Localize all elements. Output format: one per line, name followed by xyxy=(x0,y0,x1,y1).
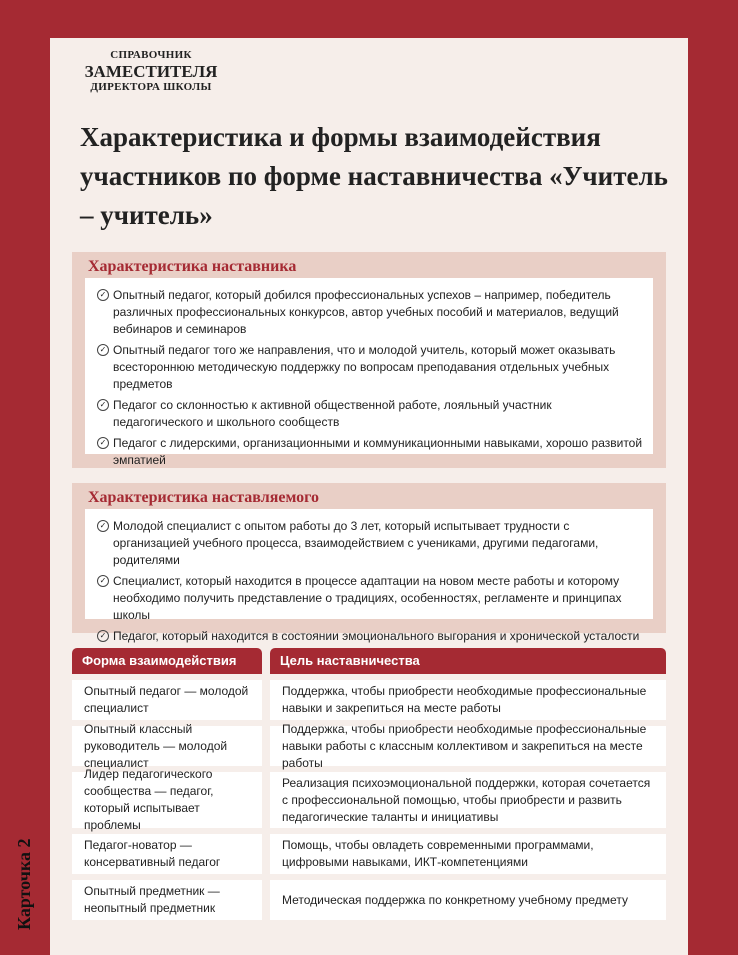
brand-line-2: ЗАМЕСТИТЕЛЯ xyxy=(84,62,218,81)
mentor-list-box xyxy=(85,278,653,467)
check-circle-icon: ✓ xyxy=(97,344,109,356)
table-row xyxy=(72,680,666,720)
table-cell-form: Опытный предметник — неопытный предметник xyxy=(72,880,262,920)
mentee-section xyxy=(72,483,666,643)
table-header-form: Форма взаимодействия xyxy=(72,648,262,674)
table-cell-form: Педагог-новатор — консервативный педагог xyxy=(72,834,262,874)
table-cell-goal: Поддержка, чтобы приобрести необходимые профессиональные навыки работы с классным коллективом и закрепиться на месте работы xyxy=(270,726,666,766)
table-row xyxy=(72,834,666,874)
card-number-label: Карточка 2 xyxy=(14,838,34,930)
table-cell-goal: Методическая поддержка по конкретному учебному предмету xyxy=(270,880,666,920)
table-cell-form: Опытный классный руководитель — молодой специалист xyxy=(72,726,262,766)
table-cell-goal: Помощь, чтобы овладеть современными программами, цифровыми навыками, ИКТ-компетенциями xyxy=(270,834,666,874)
page-title: Характеристика и формы взаимодействия участников по форме наставничества «Учитель – учитель» xyxy=(80,122,668,230)
list-item: ✓ Педагог со склонностью к активной общественной работе, лояльный участник педагогического и школьного сообществ xyxy=(97,397,643,431)
list-item: ✓ Опытный педагог того же направления, что и молодой учитель, который может оказывать всестороннюю методическую поддержку по вопросам преподавания отдельных учебных предметов xyxy=(97,342,643,393)
mentor-section xyxy=(72,252,666,468)
table-cell-goal: Реализация психоэмоциональной поддержки, которая сочетается с профессиональной помощью, чтобы приобрести и развить педагогические таланты и инициативы xyxy=(270,772,666,828)
list-item: ✓ Специалист, который находится в процессе адаптации на новом месте работы и которому необходимо получить представление о традициях, особенностях, регламенте и принципах школы xyxy=(97,573,643,624)
table-row xyxy=(72,880,666,920)
list-item: ✓ Молодой специалист с опытом работы до 3 лет, который испытывает трудности с организацией учебного процесса, взаимодействием с учениками, другими педагогами, родителями xyxy=(97,518,643,569)
table-row xyxy=(72,721,666,770)
table-header-goal: Цель наставничества xyxy=(270,648,666,674)
document-page xyxy=(50,38,688,955)
check-circle-icon: ✓ xyxy=(97,630,109,642)
list-item: ✓ Опытный педагог, который добился профессиональных успехов – например, победитель различных профессиональных конкурсов, автор учебных пособий и материалов, ведущий вебинаров и семинаров xyxy=(97,287,643,338)
brand-line-3: ДИРЕКТОРА ШКОЛЫ xyxy=(90,81,212,93)
table-cell-goal: Поддержка, чтобы приобрести необходимые профессиональные навыки и закрепиться на месте работы xyxy=(270,680,666,720)
mentee-list-box xyxy=(85,509,653,643)
check-circle-icon: ✓ xyxy=(97,520,109,532)
brand-line-1: СПРАВОЧНИК xyxy=(110,49,192,61)
mentee-heading: Характеристика наставляемого xyxy=(88,489,319,506)
list-item: ✓ Педагог, который находится в состоянии эмоционального выгорания и хронической усталости xyxy=(97,628,643,645)
check-circle-icon: ✓ xyxy=(97,437,109,449)
table-row xyxy=(72,767,666,832)
list-item: ✓ Педагог с лидерскими, организационными и коммуникационными навыками, хорошо развитой эмпатией xyxy=(97,435,643,469)
check-circle-icon: ✓ xyxy=(97,575,109,587)
brand-logo xyxy=(76,50,226,93)
table-cell-form: Опытный педагог — молодой специалист xyxy=(72,680,262,720)
check-circle-icon: ✓ xyxy=(97,289,109,301)
mentor-heading: Характеристика наставника xyxy=(88,258,297,275)
check-circle-icon: ✓ xyxy=(97,399,109,411)
table-cell-form: Лидер педагогического сообщества — педагог, который испытывает проблемы xyxy=(72,772,262,828)
